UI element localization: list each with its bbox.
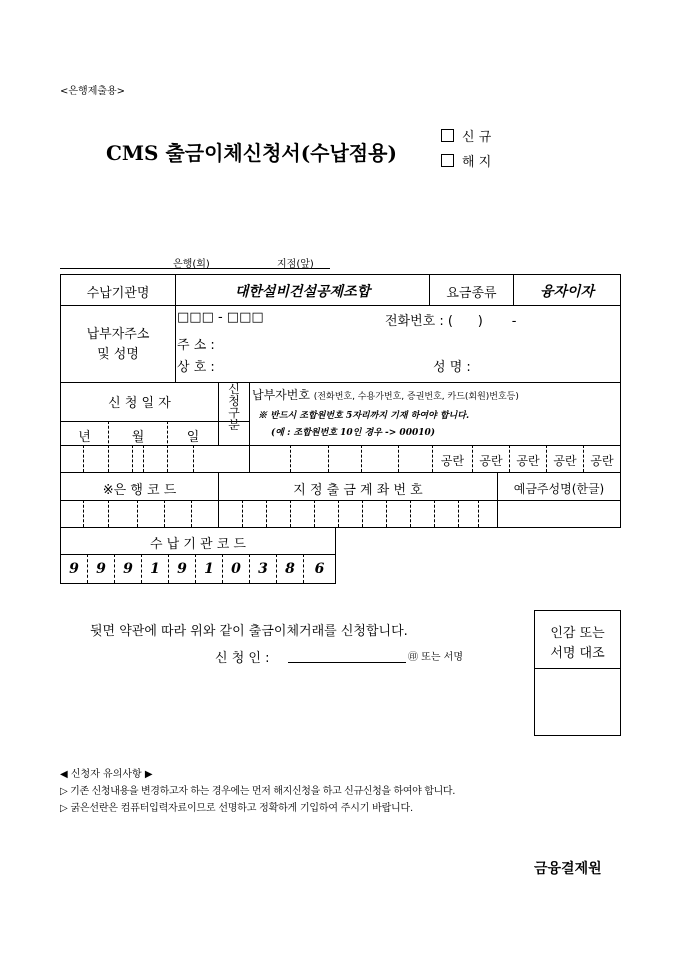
option-cancel-label: 해 지 bbox=[462, 155, 492, 170]
collector-value: 대한설비건설공제조합 bbox=[234, 284, 371, 300]
fee-type-label: 요금종류 bbox=[446, 286, 497, 301]
seal-label: ㊞ 또는 서명 bbox=[408, 652, 463, 663]
year-label: 년 bbox=[78, 430, 91, 445]
note-item: ▷ 기존 신청내용을 변경하고자 하는 경우에는 먼저 해지신청을 하고 신규신청을 하여야 합니다. bbox=[60, 786, 456, 797]
payer-number-label bbox=[252, 386, 519, 403]
institution-code-digit: 9 bbox=[96, 561, 106, 577]
collector-label: 수납기관명 bbox=[86, 286, 150, 301]
institution-code-digit: 0 bbox=[231, 561, 241, 577]
notes-heading: ◀ 신청자 유의사항 ▶ bbox=[60, 769, 153, 780]
payer-label-line1: 납부자주소 bbox=[86, 327, 150, 342]
blank-label: 공란 bbox=[440, 454, 465, 468]
address-field[interactable]: 주 소 : bbox=[177, 338, 215, 353]
bank-code-label: ※은 행 코 드 bbox=[102, 483, 177, 498]
institution-code-digit: 1 bbox=[150, 561, 160, 577]
bank-label: 은행(회) bbox=[173, 259, 210, 270]
payer-number-title: 납부자번호 bbox=[252, 388, 310, 402]
blank-label: 공란 bbox=[516, 454, 540, 468]
account-label: 지 정 출 금 계 좌 번 호 bbox=[293, 483, 423, 498]
note-item: ▷ 굵은선란은 컴퓨터입력자료이므로 선명하고 정확하게 기입하여 주시기 바랍니다. bbox=[60, 803, 413, 814]
company-field[interactable]: 상 호 : bbox=[177, 360, 215, 375]
institution-code-digit: 9 bbox=[177, 561, 187, 577]
issuer-name: 금융결제원 bbox=[534, 861, 602, 877]
bank-branch-underline bbox=[60, 268, 330, 269]
apply-date-label: 신 청 일 자 bbox=[108, 396, 171, 411]
institution-code-digit: 3 bbox=[258, 561, 268, 577]
applicant-label: 신 청 인 : bbox=[215, 651, 270, 666]
new-checkbox[interactable] bbox=[441, 129, 454, 142]
institution-code-digit: 1 bbox=[204, 561, 214, 577]
name-field[interactable]: 성 명 : bbox=[433, 360, 471, 375]
form-title: CMS 출금이체신청서(수납점용) bbox=[106, 141, 397, 165]
phone-field[interactable]: 전화번호 : ( ) - bbox=[385, 314, 517, 329]
seal-box-label-line1: 인감 또는 bbox=[550, 626, 605, 641]
day-label: 일 bbox=[186, 430, 200, 445]
fee-type-value: 융자이자 bbox=[539, 284, 595, 300]
institution-code-digit: 6 bbox=[314, 561, 325, 577]
agreement-text: 뒷면 약관에 따라 위와 같이 출금이체거래를 신청합니다. bbox=[90, 624, 408, 639]
option-cancel[interactable] bbox=[441, 151, 491, 170]
bank-use-label: <은행제출용> bbox=[60, 86, 126, 97]
institution-code-digit: 9 bbox=[69, 561, 79, 577]
payer-label-line2: 및 성명 bbox=[97, 347, 139, 362]
postal-code-boxes[interactable]: □□□ - □□□ bbox=[177, 310, 264, 325]
note-line1: ※ 반드시 조합원번호 5자리까지 기재 하여야 합니다. bbox=[258, 411, 470, 421]
depositor-label: 예금주성명(한글) bbox=[513, 482, 605, 496]
seal-box-label-line2: 서명 대조 bbox=[550, 646, 605, 661]
note-line2: (예 : 조합원번호 10인 경우 -> 00010) bbox=[271, 428, 435, 438]
branch-label: 지점(앞) bbox=[277, 259, 314, 270]
institution-code-label: 수 납 기 관 코 드 bbox=[149, 537, 246, 552]
applicant-signature-line[interactable] bbox=[288, 662, 406, 663]
cancel-checkbox[interactable] bbox=[441, 154, 454, 167]
blank-label: 공란 bbox=[553, 454, 577, 468]
institution-code-digit: 8 bbox=[285, 561, 295, 577]
blank-label: 공란 bbox=[590, 454, 614, 468]
option-new[interactable] bbox=[441, 126, 491, 145]
institution-code-digit: 9 bbox=[123, 561, 133, 577]
apply-type-label: 신청구분 bbox=[228, 382, 240, 432]
option-new-label: 신 규 bbox=[462, 130, 492, 145]
blank-label: 공란 bbox=[479, 454, 503, 468]
payer-number-hint: (전화번호, 수용가번호, 증권번호, 카드(회원)번호등) bbox=[313, 392, 519, 402]
month-label: 월 bbox=[131, 430, 145, 445]
